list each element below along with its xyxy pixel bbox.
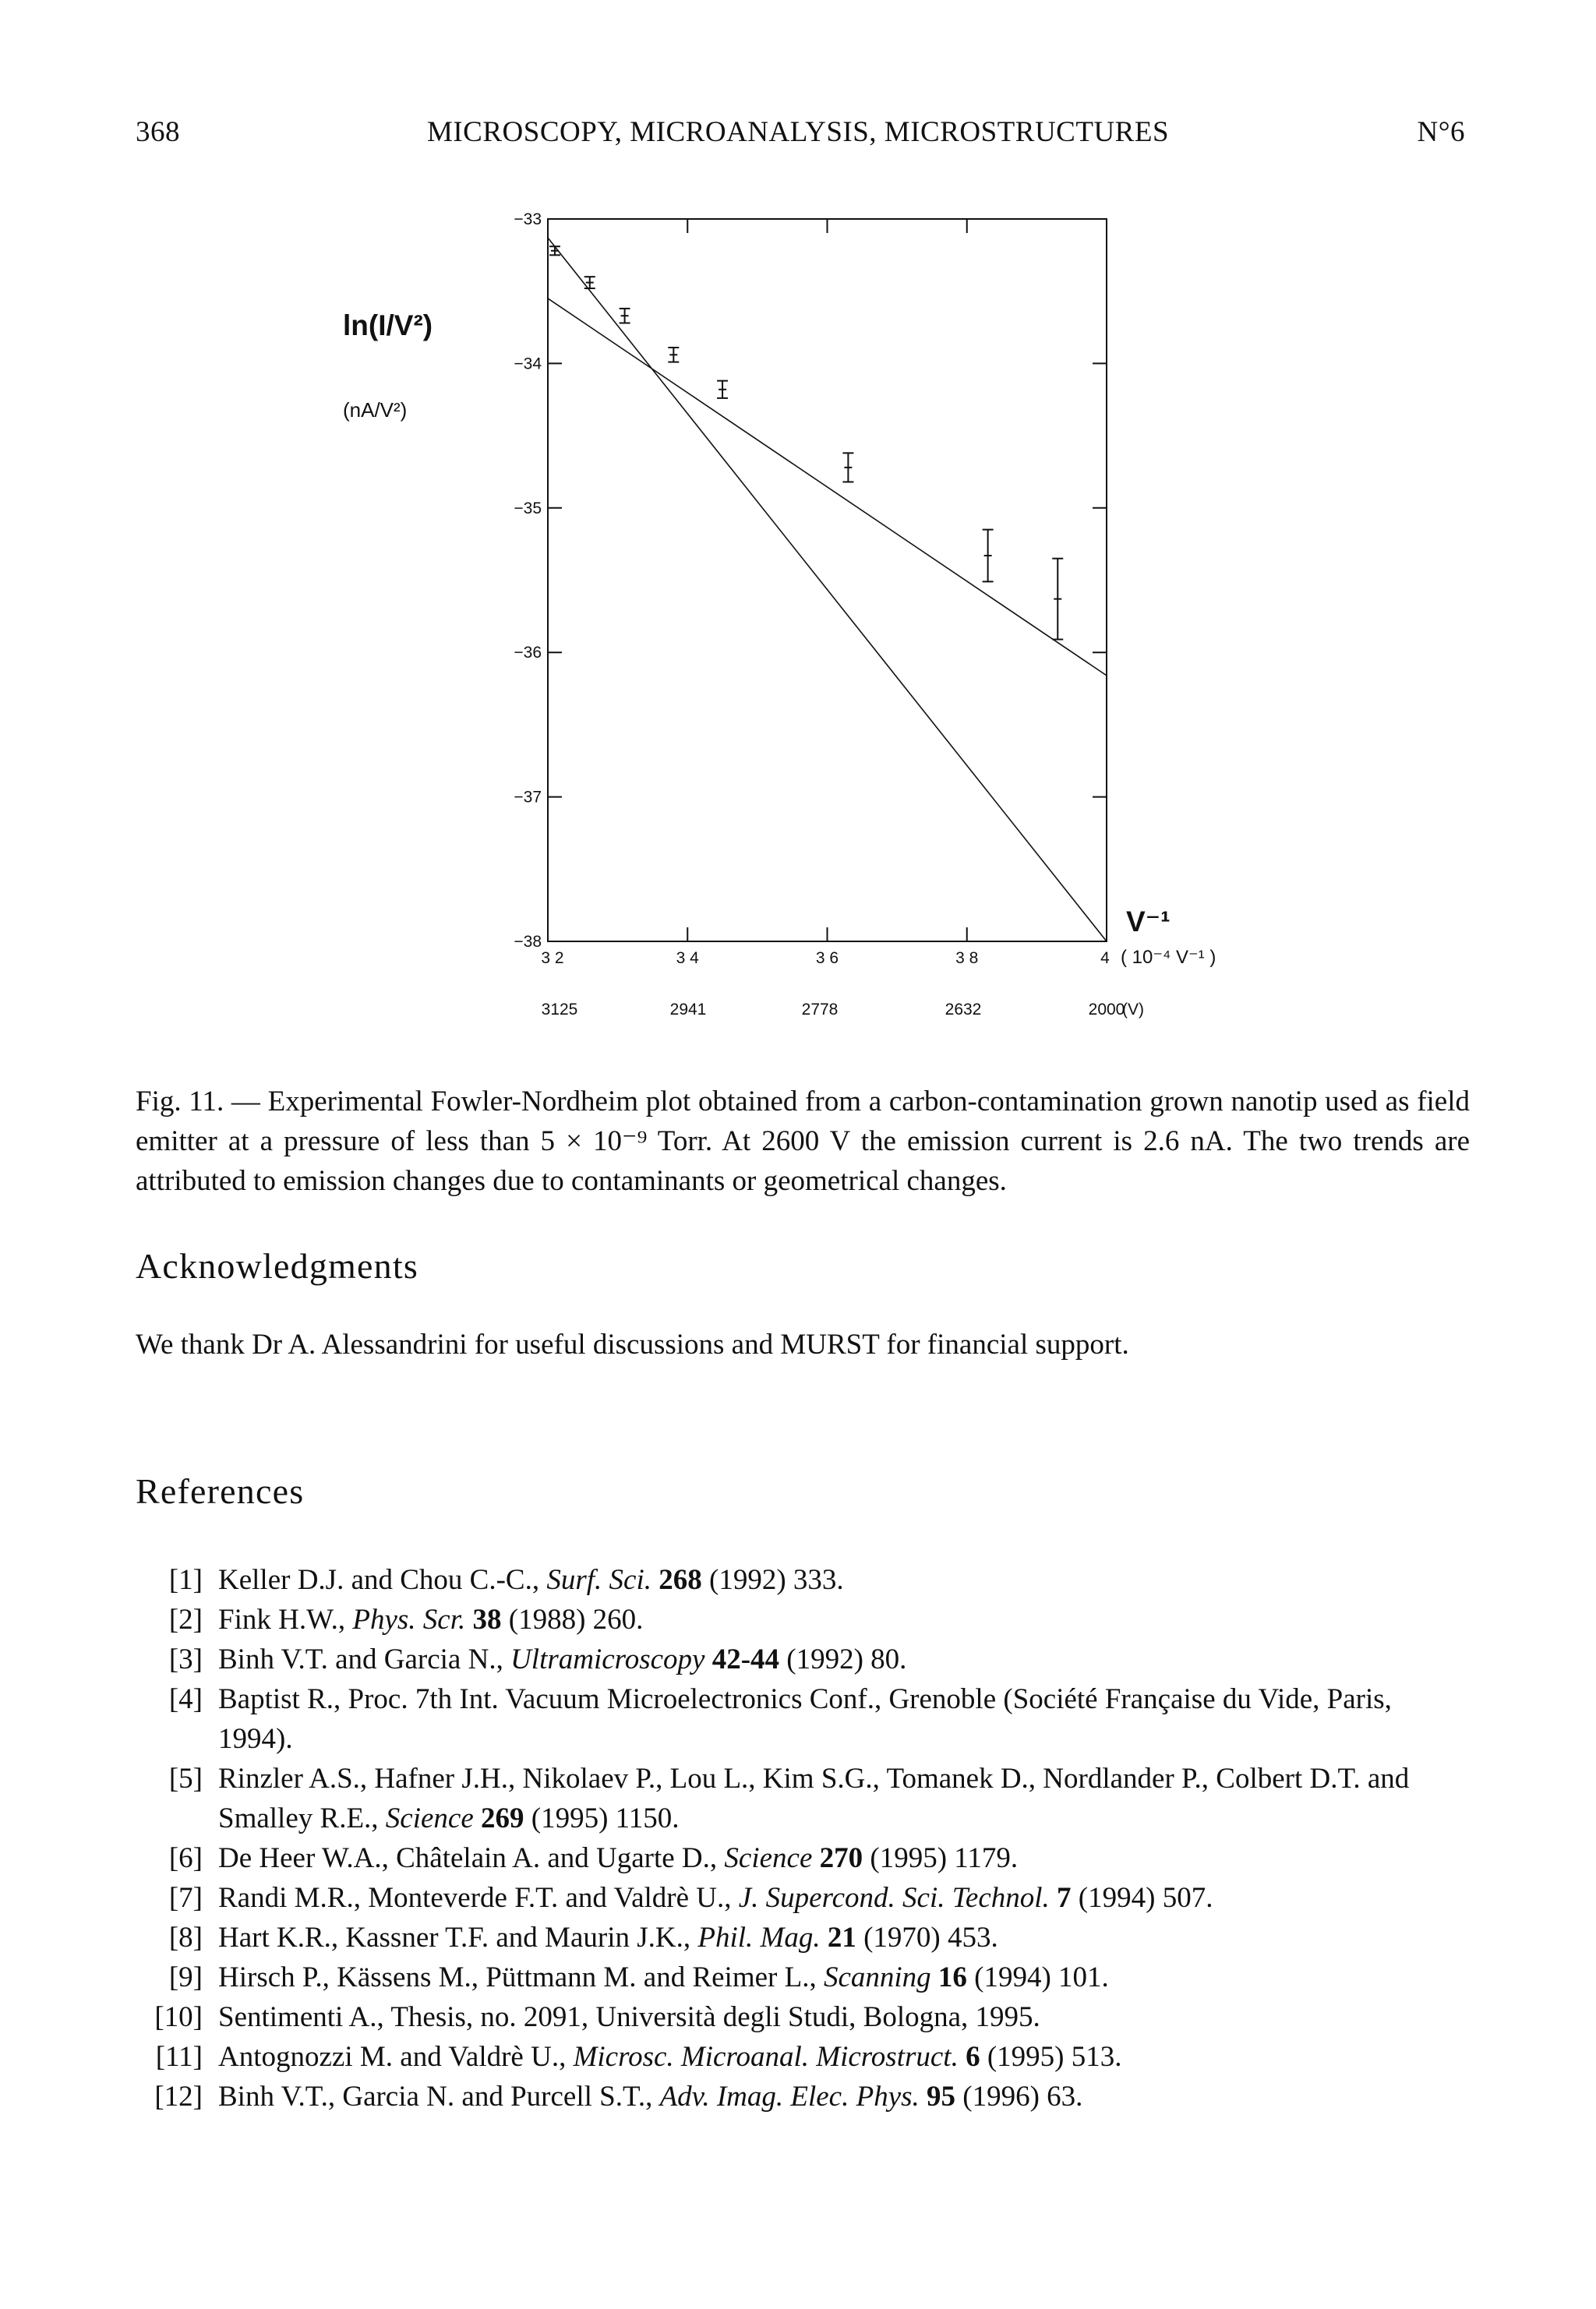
reference-text: Binh V.T., Garcia N. and Purcell S.T., Adv. Imag. Elec. Phys. 95 (1996) 63. <box>218 2081 1083 2113</box>
reference-text: Hart K.R., Kassner T.F. and Maurin J.K., Phil. Mag. 21 (1970) 453. <box>218 1922 998 1954</box>
y-tick-label: −37 <box>514 788 542 807</box>
reference-text: Sentimenti A., Thesis, no. 2091, Università degli Studi, Bologna, 1995. <box>218 2001 1040 2033</box>
acknowledgments-heading: Acknowledgments <box>136 1246 418 1286</box>
voltage-tick-label: 2632 <box>945 1001 982 1019</box>
references-heading: References <box>136 1471 305 1511</box>
reference-item <box>136 1600 1470 1640</box>
journal-title: MICROSCOPY, MICROANALYSIS, MICROSTRUCTURES <box>426 116 1170 148</box>
reference-text: Randi M.R., Monteverde F.T. and Valdrè U., J. Supercond. Sci. Technol. 7 (1994) 507. <box>218 1882 1213 1914</box>
trend-line <box>548 238 1107 941</box>
x-tick-label: 3 4 <box>676 949 699 967</box>
reference-text: Binh V.T. and Garcia N., Ultramicroscopy 42-44 (1992) 80. <box>218 1643 907 1675</box>
reference-number: [3] <box>168 1643 203 1675</box>
reference-number: [10] <box>154 2001 203 2033</box>
reference-text: Baptist R., Proc. 7th Int. Vacuum Microelectronics Conf., Grenoble (Société Française du Vide, Paris, 1994). <box>218 1683 1392 1755</box>
reference-number: [8] <box>168 1922 203 1954</box>
reference-item <box>136 1997 1470 2037</box>
reference-number: [5] <box>168 1763 203 1795</box>
reference-item <box>136 1918 1470 1958</box>
reference-number: [1] <box>168 1564 203 1596</box>
voltage-tick-label: 2941 <box>669 1001 707 1019</box>
reference-item <box>136 1679 1470 1759</box>
data-point <box>1052 559 1063 640</box>
data-point <box>620 309 630 323</box>
reference-text: Keller D.J. and Chou C.-C., Surf. Sci. 268 (1992) 333. <box>218 1564 844 1596</box>
y-axis-units: (nA/V²) <box>343 398 408 422</box>
reference-item <box>136 1640 1470 1679</box>
trend-line <box>548 298 1107 676</box>
reference-item <box>136 1878 1470 1918</box>
y-tick-label: −38 <box>514 933 542 951</box>
plot-frame <box>548 219 1107 941</box>
y-tick-label: −33 <box>514 210 542 228</box>
reference-number: [11] <box>155 2041 203 2073</box>
plot-area <box>514 210 1125 1019</box>
reference-number: [7] <box>168 1882 203 1914</box>
reference-item <box>136 2077 1470 2117</box>
reference-item <box>136 1560 1470 1600</box>
page-number: 368 <box>136 116 180 148</box>
reference-text: De Heer W.A., Châtelain A. and Ugarte D., Science 270 (1995) 1179. <box>218 1842 1019 1874</box>
figure-caption: Fig. 11. — Experimental Fowler-Nordheim plot obtained from a carbon-contamination grown nanotip used as field emitter at a pressure of less than 5 × 10⁻⁹ Torr. At 2600 V the emission current is 2.6 nA. The two trends are attributed to emission changes due to contaminants or geometrical changes. <box>136 1086 1470 1197</box>
issue-number: N°6 <box>1417 116 1465 148</box>
reference-number: [12] <box>154 2081 203 2113</box>
voltage-tick-label: 2000 <box>1088 1001 1125 1019</box>
data-point <box>717 381 728 398</box>
x-tick-label: 3 8 <box>955 949 979 967</box>
x-axis-label: V⁻¹ <box>1126 906 1171 937</box>
y-tick-label: −36 <box>514 644 542 662</box>
x-axis-units: ( 10⁻⁴ V⁻¹ ) <box>1121 947 1216 968</box>
voltage-units-label: (V) <box>1122 1001 1144 1019</box>
voltage-tick-label: 3125 <box>541 1001 578 1019</box>
data-point <box>983 530 994 582</box>
reference-list <box>136 1560 1470 2117</box>
y-tick-label: −35 <box>514 499 542 517</box>
reference-number: [2] <box>168 1604 203 1636</box>
reference-item <box>136 2037 1470 2077</box>
fowler-nordheim-figure <box>0 0 1596 1075</box>
x-tick-label: 4 <box>1100 949 1110 967</box>
reference-number: [4] <box>168 1683 203 1715</box>
data-point <box>842 453 853 482</box>
data-point <box>668 348 679 362</box>
reference-text: Rinzler A.S., Hafner J.H., Nikolaev P., Lou L., Kim S.G., Tomanek D., Nordlander P., Colbert D.T. and Smalley R.E., Science 269 (1995) 1150. <box>218 1763 1410 1834</box>
reference-number: [9] <box>168 1961 203 1993</box>
y-tick-label: −34 <box>514 355 542 373</box>
reference-text: Antognozzi M. and Valdrè U., Microsc. Microanal. Microstruct. 6 (1995) 513. <box>218 2041 1122 2073</box>
y-axis-label: ln(I/V²) <box>343 309 433 341</box>
acknowledgments-text: We thank Dr A. Alessandrini for useful discussions and MURST for financial support. <box>136 1329 1129 1361</box>
reference-text: Fink H.W., Phys. Scr. 38 (1988) 260. <box>218 1604 644 1636</box>
x-tick-label: 3 2 <box>541 949 564 967</box>
reference-text: Hirsch P., Kässens M., Püttmann M. and Reimer L., Scanning 16 (1994) 101. <box>218 1961 1109 1993</box>
reference-item <box>136 1759 1470 1838</box>
reference-item <box>136 1838 1470 1878</box>
reference-number: [6] <box>168 1842 203 1874</box>
x-tick-label: 3 6 <box>815 949 839 967</box>
voltage-tick-label: 2778 <box>801 1001 839 1019</box>
reference-item <box>136 1958 1470 1997</box>
data-point <box>549 246 560 255</box>
